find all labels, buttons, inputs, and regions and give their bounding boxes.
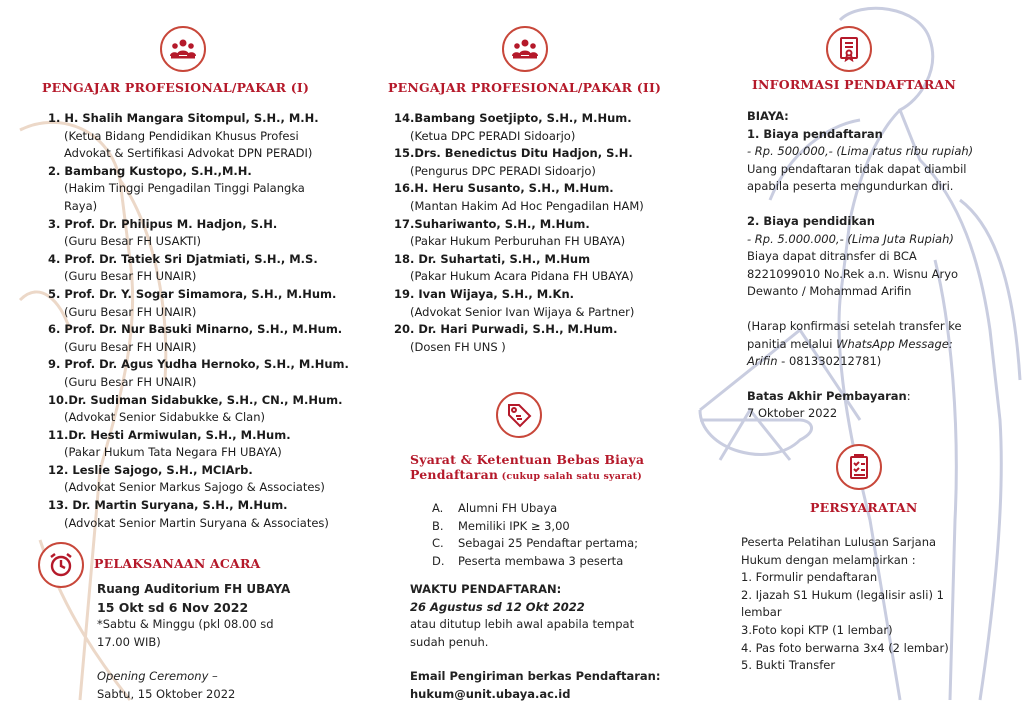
konfirmasi-line-3: Arifin - 081330212781) (747, 354, 882, 369)
speaker-role: (Guru Besar FH UNAIR) (64, 374, 197, 389)
syarat-title-line2: Pendaftaran (cukup salah satu syarat) (410, 467, 642, 482)
syarat-text: Memiliki IPK ≥ 3,00 (458, 518, 570, 533)
syarat-text: Sebagai 25 Pendaftar pertama; (458, 536, 639, 551)
speaker-role: Raya) (64, 198, 98, 213)
speaker-name: 2. Bambang Kustopo, S.H.,M.H. (48, 163, 252, 178)
speaker-list-2 (394, 110, 694, 356)
speaker-name: 5. Prof. Dr. Y. Sogar Simamora, S.H., M.Hum. (48, 286, 337, 301)
persyaratan-item: 3.Foto kopi KTP (1 lembar) (741, 622, 893, 637)
speaker-name: 13. Dr. Martin Suryana, S.H., M.Hum. (48, 498, 288, 513)
persyaratan-item: 5. Bukti Transfer (741, 658, 836, 673)
speaker-role: (Guru Besar FH UNAIR) (64, 304, 197, 319)
certificate-icon (826, 26, 872, 72)
schedule-note: *Sabtu & Minggu (pkl 08.00 sd (97, 617, 274, 632)
schedule-note-2: 17.00 WIB) (97, 634, 161, 649)
waktu-label: WAKTU PENDAFTARAN: (410, 582, 562, 596)
biaya-pendidikan-amount: - Rp. 5.000.000,- (Lima Juta Rupiah) (747, 231, 954, 246)
informasi-details (747, 108, 1017, 423)
syarat-letter: D. (432, 553, 445, 568)
persyaratan-item: 4. Pas foto berwarna 3x4 (2 lembar) (741, 640, 949, 655)
opening-date: Sabtu, 15 Oktober 2022 (97, 686, 236, 701)
speaker-name: 11.Dr. Hesti Armiwulan, S.H., M.Hum. (48, 427, 291, 442)
group-people-icon-2 (502, 26, 548, 72)
section-title-pengajar-2: PENGAJAR PROFESIONAL/PAKAR (II) (388, 80, 662, 95)
speaker-name: 18. Dr. Suhartati, S.H., M.Hum (394, 251, 591, 266)
speaker-name: 14.Bambang Soetjipto, S.H., M.Hum. (394, 111, 632, 125)
syarat-title-line1: Syarat & Ketentuan Bebas Biaya (410, 452, 645, 467)
syarat-heading (410, 452, 690, 482)
syarat-letter: C. (432, 536, 444, 551)
speaker-role: (Guru Besar FH UNAIR) (64, 269, 197, 284)
syarat-letter: B. (432, 518, 444, 533)
event-dates: 15 Okt sd 6 Nov 2022 (97, 599, 249, 615)
biaya-pendaftaran-label: 1. Biaya pendaftaran (747, 126, 883, 141)
speaker-role: (Advokat Senior Martin Suryana & Associates) (64, 515, 329, 530)
biaya-pendidikan-label: 2. Biaya pendidikan (747, 213, 875, 228)
syarat-item (432, 500, 692, 518)
section-title-pelaksanaan: PELAKSANAAN ACARA (94, 556, 261, 571)
speaker-role: (Guru Besar FH UNAIR) (64, 339, 197, 354)
syarat-list (432, 500, 692, 570)
section-title-persyaratan: PERSYARATAN (810, 500, 918, 515)
speaker-name: 3. Prof. Dr. Philipus M. Hadjon, S.H. (48, 216, 278, 231)
persyaratan-details (741, 534, 1011, 675)
alarm-clock-icon (38, 542, 84, 588)
persyaratan-intro-1: Peserta Pelatihan Lulusan Sarjana (741, 535, 937, 549)
waktu-dates: 26 Agustus sd 12 Okt 2022 (410, 599, 585, 614)
speaker-name: 16.H. Heru Susanto, S.H., M.Hum. (394, 181, 614, 196)
speaker-name: 20. Dr. Hari Purwadi, S.H., M.Hum. (394, 322, 618, 337)
persyaratan-item: 1. Formulir pendaftaran (741, 570, 878, 585)
persyaratan-item: 2. Ijazah S1 Hukum (legalisir asli) 1 (741, 587, 944, 602)
speaker-name: 10.Dr. Sudiman Sidabukke, S.H., CN., M.Hum. (48, 392, 343, 407)
biaya-pendidikan-note-1: Biaya dapat ditransfer di BCA (747, 249, 917, 264)
speaker-name: 19. Ivan Wijaya, S.H., M.Kn. (394, 286, 575, 301)
email-label: Email Pengiriman berkas Pendaftaran: (410, 669, 661, 684)
konfirmasi-line-1: (Harap konfirmasi setelah transfer ke (747, 318, 962, 333)
speaker-role: (Hakim Tinggi Pengadilan Tinggi Palangka (64, 181, 305, 196)
speaker-role: (Ketua DPC PERADI Sidoarjo) (410, 128, 576, 143)
email-address[interactable]: hukum@unit.ubaya.ac.id (410, 686, 571, 701)
batas-date: 7 Oktober 2022 (747, 406, 838, 421)
speaker-name: 9. Prof. Dr. Agus Yudha Hernoko, S.H., M.Hum. (48, 357, 349, 372)
waktu-note-1: atau ditutup lebih awal apabila tempat (410, 617, 635, 632)
syarat-item (432, 553, 692, 571)
waktu-note-2: sudah penuh. (410, 634, 489, 649)
speaker-list-1 (48, 110, 368, 532)
waktu-pendaftaran (410, 581, 700, 704)
syarat-text: Alumni FH Ubaya (458, 501, 558, 515)
speaker-role: (Advokat Senior Markus Sajogo & Associates) (64, 480, 325, 495)
checklist-icon (836, 444, 882, 490)
syarat-item (432, 518, 692, 536)
biaya-label: BIAYA: (747, 109, 789, 123)
syarat-text: Peserta membawa 3 peserta (458, 553, 624, 568)
persyaratan-intro-2: Hukum dengan melampirkan : (741, 552, 916, 567)
speaker-name: 12. Leslie Sajogo, S.H., MCIArb. (48, 462, 253, 477)
syarat-item (432, 535, 692, 553)
speaker-name: 1. H. Shalih Mangara Sitompul, S.H., M.H. (48, 111, 319, 125)
speaker-role: (Pakar Hukum Perburuhan FH UBAYA) (410, 234, 626, 249)
speaker-name: 17.Suhariwanto, S.H., M.Hum. (394, 216, 590, 231)
speaker-role: (Dosen FH UNS ) (410, 339, 506, 354)
konfirmasi-line-2: panitia melalui WhatsApp Message: (747, 336, 953, 351)
biaya-pendaftaran-note-2: apabila peserta mengundurkan diri. (747, 179, 954, 194)
biaya-pendaftaran-note-1: Uang pendaftaran tidak dapat diambil (747, 161, 967, 176)
speaker-name: 6. Prof. Dr. Nur Basuki Minarno, S.H., M.Hum. (48, 322, 343, 337)
speaker-role: (Advokat Senior Sidabukke & Clan) (64, 410, 265, 425)
speaker-name: 4. Prof. Dr. Tatiek Sri Djatmiati, S.H., M.S. (48, 251, 318, 266)
pelaksanaan-details (97, 581, 357, 704)
speaker-name: 15.Drs. Benedictus Ditu Hadjon, S.H. (394, 146, 633, 161)
biaya-pendidikan-note-2: 8221099010 No.Rek a.n. Wisnu Aryo (747, 266, 959, 281)
opening-label: Opening Ceremony – (97, 669, 218, 684)
speaker-role: (Mantan Hakim Ad Hoc Pengadilan HAM) (410, 198, 644, 213)
venue-text: Ruang Auditorium FH UBAYA (97, 582, 291, 596)
section-title-pengajar-1: PENGAJAR PROFESIONAL/PAKAR (I) (42, 80, 310, 95)
speaker-role: (Ketua Bidang Pendidikan Khusus Profesi (64, 128, 299, 143)
price-tag-icon (496, 392, 542, 438)
speaker-role: (Advokat Senior Ivan Wijaya & Partner) (410, 304, 635, 319)
speaker-role: (Pakar Hukum Tata Negara FH UBAYA) (64, 445, 282, 460)
speaker-role: (Guru Besar FH USAKTI) (64, 234, 202, 249)
syarat-letter: A. (432, 501, 444, 515)
biaya-pendaftaran-amount: - Rp. 500.000,- (Lima ratus ribu rupiah) (747, 144, 974, 159)
batas-akhir: Batas Akhir Pembayaran: (747, 388, 911, 403)
section-title-informasi: INFORMASI PENDAFTARAN (752, 77, 956, 92)
speaker-role: Advokat & Sertifikasi Advokat DPN PERADI) (64, 146, 313, 161)
group-people-icon (160, 26, 206, 72)
persyaratan-item: lembar (741, 605, 782, 620)
speaker-role: (Pakar Hukum Acara Pidana FH UBAYA) (410, 269, 634, 284)
speaker-role: (Pengurus DPC PERADI Sidoarjo) (410, 163, 596, 178)
biaya-pendidikan-note-3: Dewanto / Mohammad Arifin (747, 284, 912, 299)
